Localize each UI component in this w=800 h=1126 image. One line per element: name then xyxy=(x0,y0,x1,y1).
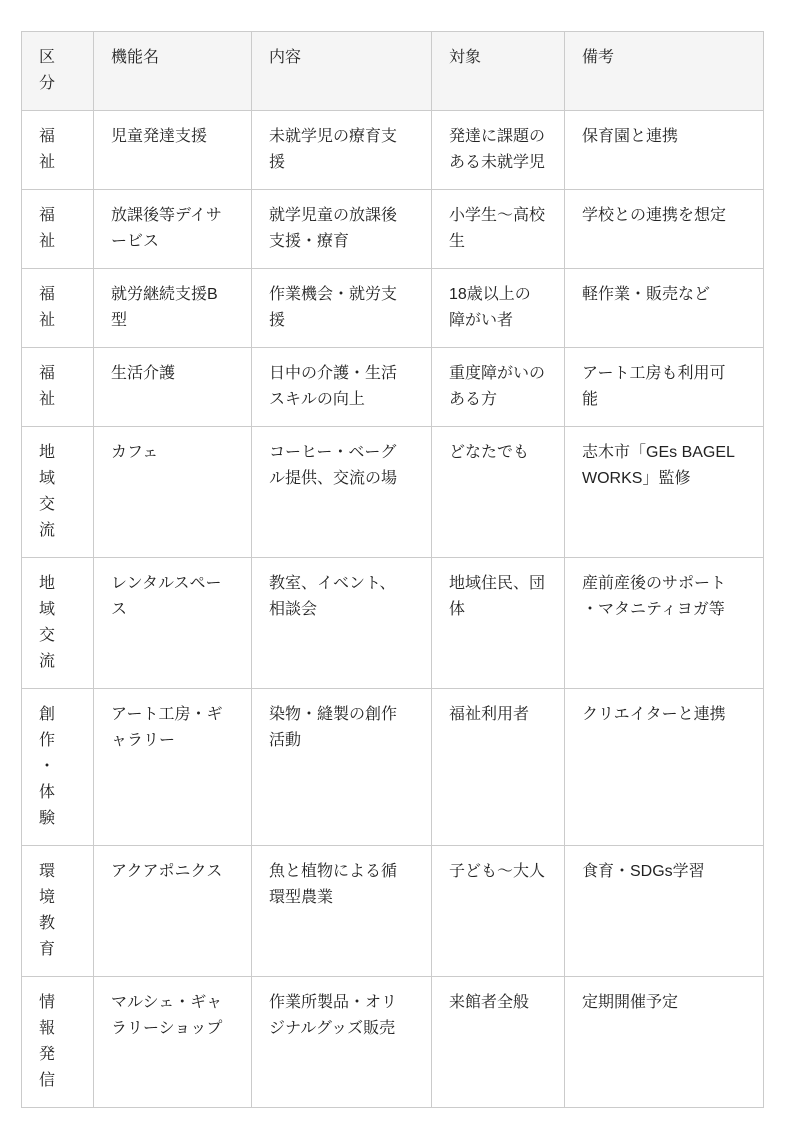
cell-category: 地域交流 xyxy=(22,558,94,689)
facility-functions-table xyxy=(21,31,764,1108)
cell-category: 福祉 xyxy=(22,348,94,427)
table-row xyxy=(22,111,764,190)
column-header-target: 対象 xyxy=(432,32,565,111)
table-header-row xyxy=(22,32,764,111)
cell-category: 環境教育 xyxy=(22,846,94,977)
cell-function-name: マルシェ・ギャラリーショップ xyxy=(94,977,252,1108)
table-row xyxy=(22,558,764,689)
column-header-category: 区分 xyxy=(22,32,94,111)
cell-function-name: レンタルスペース xyxy=(94,558,252,689)
cell-function-name: カフェ xyxy=(94,427,252,558)
cell-notes: 学校との連携を想定 xyxy=(565,190,764,269)
cell-content: 未就学児の療育支援 xyxy=(252,111,432,190)
cell-content: 教室、イベント、相談会 xyxy=(252,558,432,689)
cell-notes: 志木市「GEs BAGEL WORKS」監修 xyxy=(565,427,764,558)
cell-category: 創作・体験 xyxy=(22,689,94,846)
column-header-content: 内容 xyxy=(252,32,432,111)
table-row xyxy=(22,269,764,348)
cell-category: 情報発信 xyxy=(22,977,94,1108)
cell-function-name: アート工房・ギャラリー xyxy=(94,689,252,846)
cell-content: 染物・縫製の創作活動 xyxy=(252,689,432,846)
table-row xyxy=(22,427,764,558)
cell-notes: 保育園と連携 xyxy=(565,111,764,190)
cell-function-name: 放課後等デイサービス xyxy=(94,190,252,269)
cell-category: 福祉 xyxy=(22,190,94,269)
cell-target: 小学生〜高校生 xyxy=(432,190,565,269)
cell-function-name: 就労継続支援B型 xyxy=(94,269,252,348)
cell-target: 重度障がいのある方 xyxy=(432,348,565,427)
cell-content: 魚と植物による循環型農業 xyxy=(252,846,432,977)
cell-function-name: 児童発達支援 xyxy=(94,111,252,190)
cell-notes: 食育・SDGs学習 xyxy=(565,846,764,977)
table-row xyxy=(22,846,764,977)
cell-category: 福祉 xyxy=(22,111,94,190)
column-header-notes: 備考 xyxy=(565,32,764,111)
cell-target: 地域住民、団体 xyxy=(432,558,565,689)
cell-notes: 定期開催予定 xyxy=(565,977,764,1108)
table-row xyxy=(22,190,764,269)
cell-notes: アート工房も利用可能 xyxy=(565,348,764,427)
cell-target: 18歳以上の障がい者 xyxy=(432,269,565,348)
cell-function-name: 生活介護 xyxy=(94,348,252,427)
cell-target: 福祉利用者 xyxy=(432,689,565,846)
table-row xyxy=(22,689,764,846)
cell-content: 就学児童の放課後支援・療育 xyxy=(252,190,432,269)
table-row xyxy=(22,348,764,427)
cell-target: 子ども〜大人 xyxy=(432,846,565,977)
column-header-function-name: 機能名 xyxy=(94,32,252,111)
cell-notes: 軽作業・販売など xyxy=(565,269,764,348)
table-row xyxy=(22,977,764,1108)
cell-content: コーヒー・ベーグル提供、交流の場 xyxy=(252,427,432,558)
cell-content: 日中の介護・生活スキルの向上 xyxy=(252,348,432,427)
cell-function-name: アクアポニクス xyxy=(94,846,252,977)
cell-target: 来館者全般 xyxy=(432,977,565,1108)
cell-notes: クリエイターと連携 xyxy=(565,689,764,846)
cell-content: 作業機会・就労支援 xyxy=(252,269,432,348)
cell-category: 地域交流 xyxy=(22,427,94,558)
cell-content: 作業所製品・オリジナルグッズ販売 xyxy=(252,977,432,1108)
cell-notes: 産前産後のサポート・マタニティヨガ等 xyxy=(565,558,764,689)
cell-category: 福祉 xyxy=(22,269,94,348)
cell-target: 発達に課題のある未就学児 xyxy=(432,111,565,190)
cell-target: どなたでも xyxy=(432,427,565,558)
